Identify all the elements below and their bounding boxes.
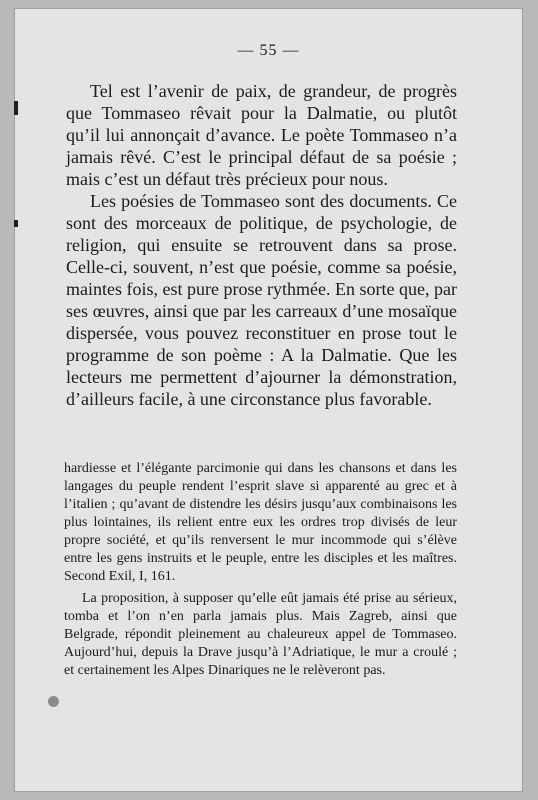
footnote-continuation: hardiesse et l’élégante parcimonie qui dans les chansons et dans les langages du peuple rendent l’esprit slave si apparenté au grec et à l’italien ; qu’avant de distendre les désirs jusqu’aux combinaisons les plus lointaines, ils relient entre eux les ordres trop divisés de leur propre société, et qu’ils renversent le mur incommode qui s’élève entre les gens instruits et le peuple, entre les disciples et les maîtres. Second Exil, I, 161. <box>64 461 457 584</box>
page-blemish <box>48 696 59 707</box>
binding-mark <box>14 220 18 227</box>
book-page <box>14 8 523 792</box>
paragraph: Les poésies de Tommaseo sont des documents. Ce sont des morceaux de politique, de psychologie, de religion, qui ensuite se retrouvent dans sa prose. Celle-ci, souvent, n’est que poésie, comme sa poésie, maintes fois, est pure prose rythmée. En sorte que, par ses œuvres, ainsi que par les carreaux d’une mosaïque dispersée, vous pouvez reconstituer en prose tout le programme de son poème : A la Dalmatie. Que les lecteurs me permettent d’ajourner la démonstration, d’ailleurs facile, à une circonstance plus favorable. <box>66 191 457 409</box>
binding-mark <box>14 101 18 115</box>
paragraph: Tel est l’avenir de paix, de grandeur, de progrès que Tommaseo rêvait pour la Dalmatie, ou plutôt qu’il lui annonçait d’avance. Le poète Tommaseo n’a jamais rêvé. C’est le principal défaut de sa poésie ; mais c’est un défaut très précieux pour nous. <box>66 81 457 189</box>
footnote-paragraph: La proposition, à supposer qu’elle eût jamais été prise au sérieux, tomba et l’on n’en parla jamais plus. Mais Zagreb, ainsi que Belgrade, répondit pleinement au chaleureux appel de Tommaseo. Aujourd’hui, depuis la Drave jusqu’à l’Adriatique, le mur a croulé ; et certainement les Alpes Dinariques ne le relèveront pas. <box>64 591 457 678</box>
main-text <box>66 80 457 410</box>
footnotes <box>64 460 457 680</box>
page-number: — 55 — <box>237 42 300 59</box>
